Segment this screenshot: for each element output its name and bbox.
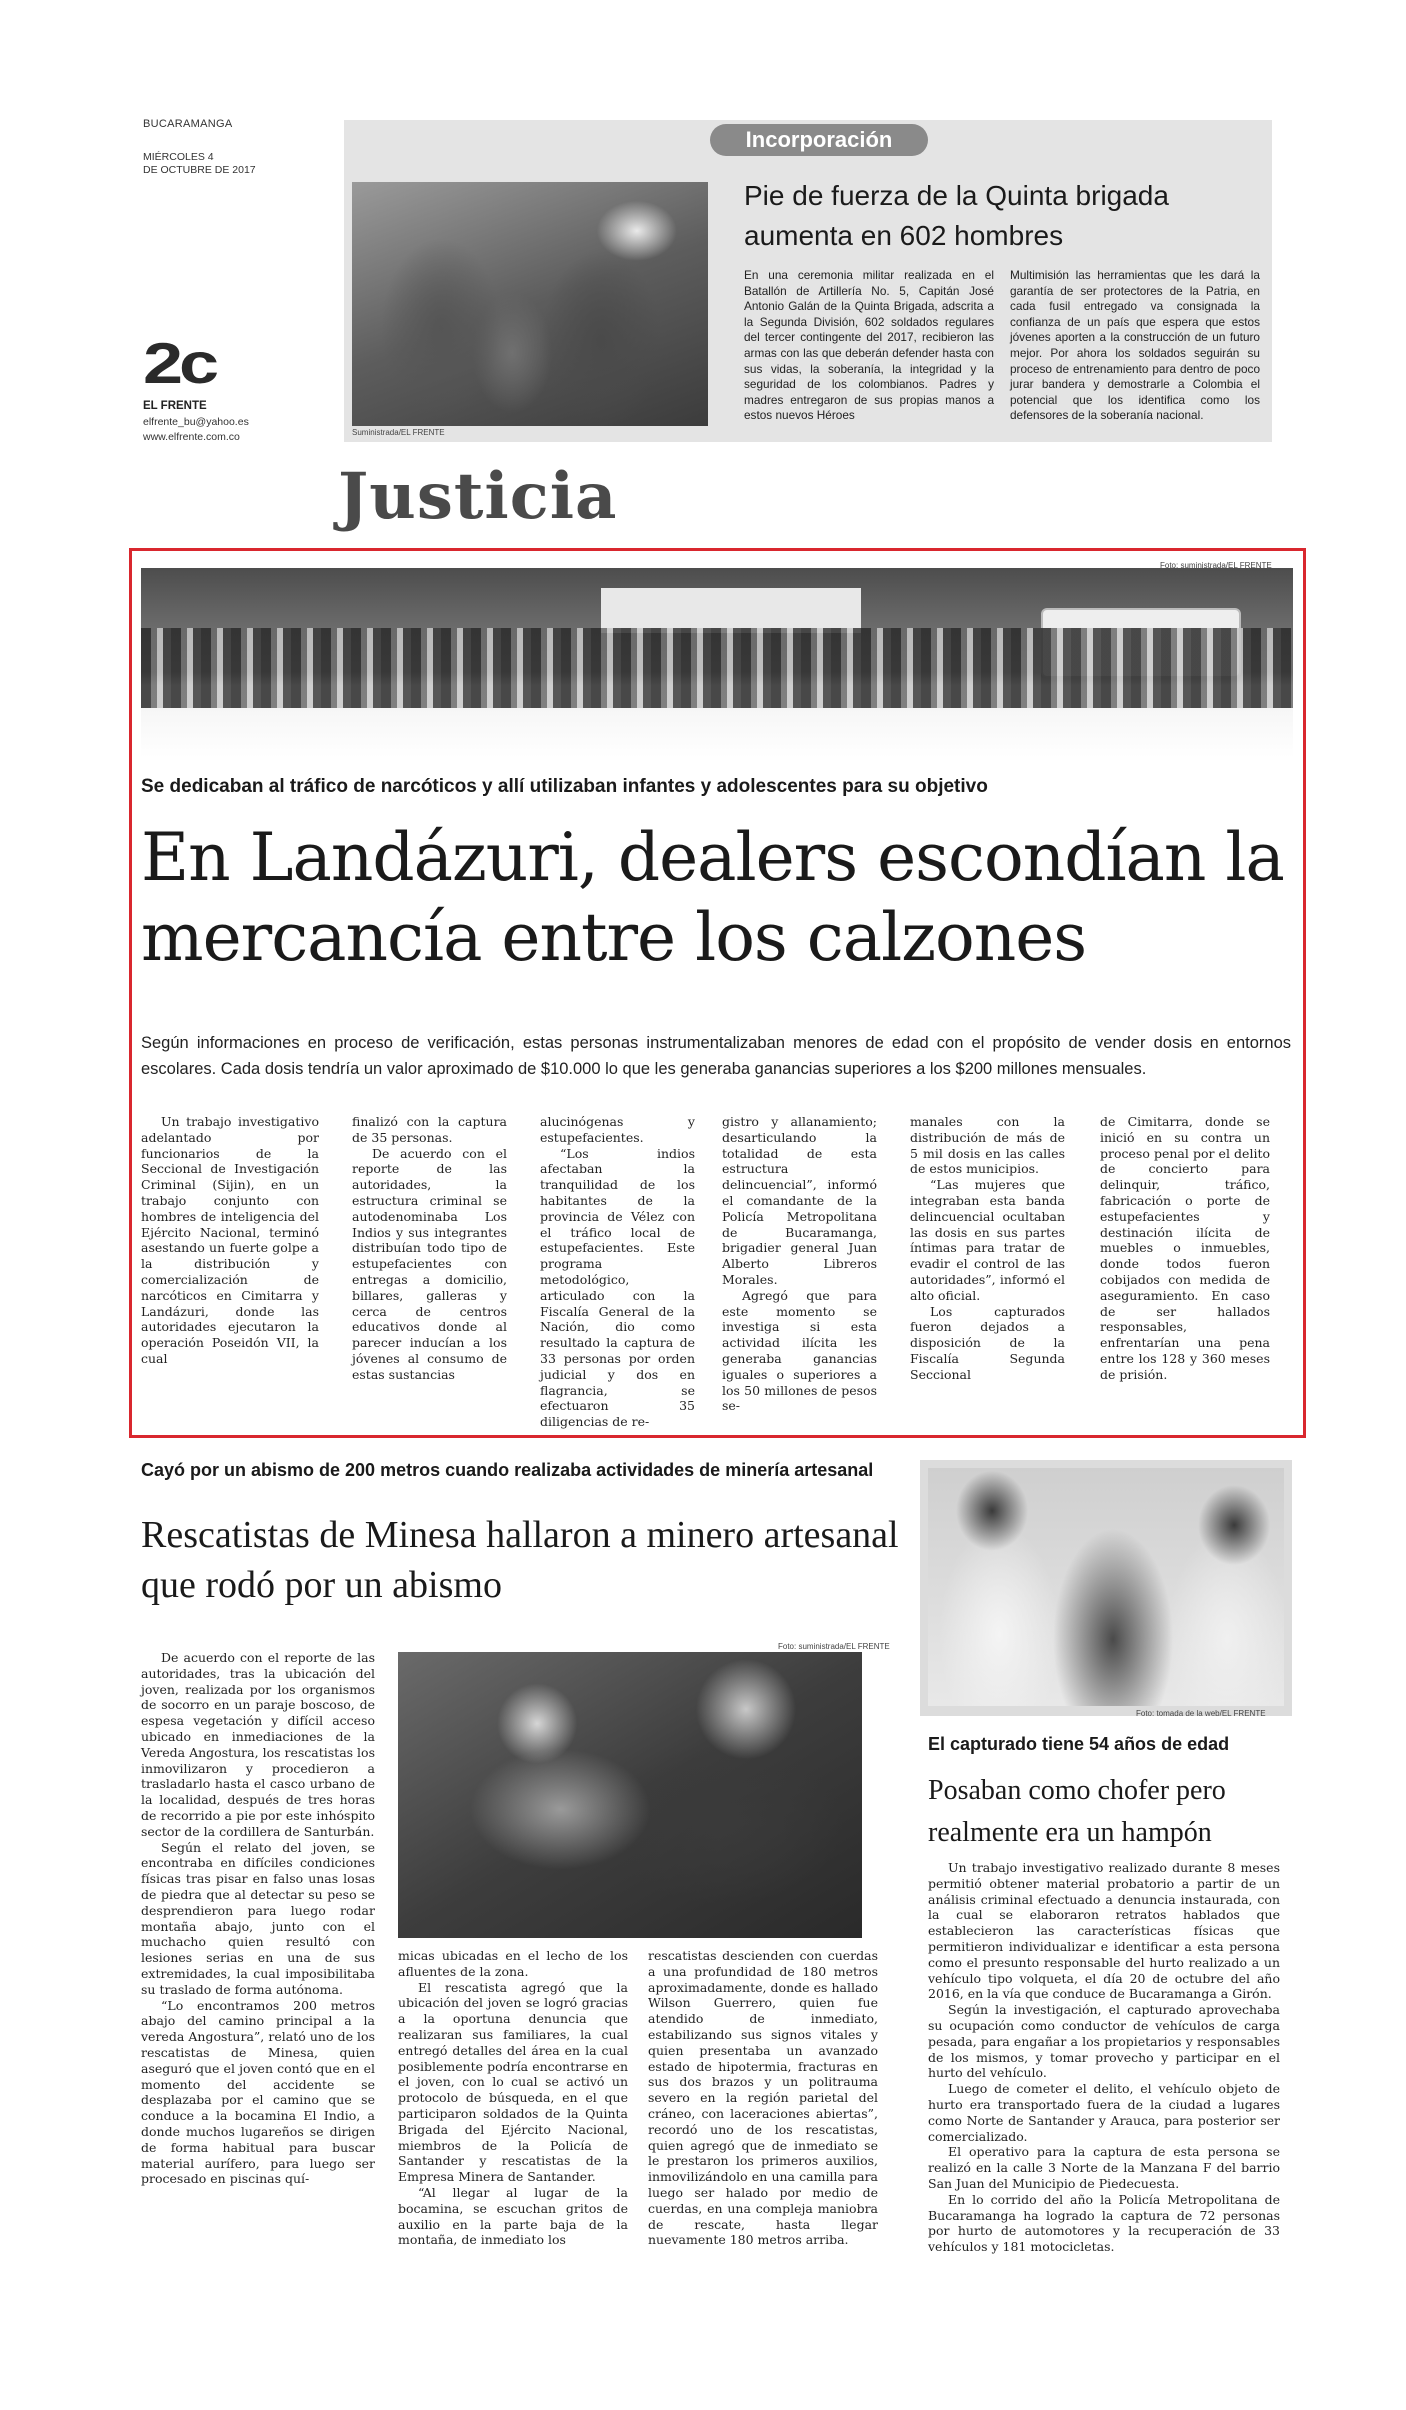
paragraph: alucinógenas y estupefacientes. [540, 1114, 695, 1145]
detainees-photo [141, 568, 1293, 758]
paragraph: De acuerdo con el reporte de las autoridades, la estructura criminal se autodenominaba Los Indios y sus integrantes distribuían todo tipo de estupefacientes con entregas a domicilio, billares, galleras y cerca de centros educativos donde al parecer inducían a los jóvenes al consumo de estas sustancias [352, 1145, 507, 1382]
website-link[interactable]: www.elfrente.com.co [143, 431, 240, 443]
photo-credit: Foto: suministrada/EL FRENTE [1160, 561, 1272, 570]
article-column [352, 1114, 507, 1383]
paragraph: Luego de cometer el delito, el vehículo objeto de hurto era transportado fuera de la ciudad a lugares como Norte de Santander y Arauca, para posterior ser comercializado. [928, 2081, 1280, 2144]
main-kicker: Se dedicaban al tráfico de narcóticos y allí utilizaban infantes y adolescentes para su objetivo [141, 776, 988, 797]
rescue-photo [398, 1652, 862, 1938]
paragraph: gistro y allanamiento; desarticulando la totalidad de esta estructura delincuencial”, informó el comandante de la Policía Metropolitana de Bucaramanga, brigadier general Juan Alberto Libreros Morales. [722, 1114, 877, 1287]
paragraph: finalizó con la captura de 35 personas. [352, 1114, 507, 1145]
contact-email[interactable]: elfrente_bu@yahoo.es [143, 416, 249, 428]
page-number: 2c [143, 332, 216, 396]
story2-kicker: Cayó por un abismo de 200 metros cuando realizaba actividades de minería artesanal [141, 1460, 874, 1480]
story3-headline: Posaban como chofer pero realmente era un hampón [928, 1775, 1226, 1848]
paragraph: En lo corrido del año la Policía Metropolitana de Bucaramanga ha logrado la captura de 72 personas por hurto de automotores y la recuperación de 33 vehículos y 181 motocicletas. [928, 2191, 1280, 2255]
paragraph: Un trabajo investigativo realizado durante 8 meses permitió obtener material probatorio a partir de un análisis criminal efectuado a denuncia instaurada, con la cual se elaboraron retratos hablados que establecieron las características físicas que permitieron individualizar e identificar a esta persona como el presunto responsable del hurto realizado a un vehículo tipo volqueta, el día 20 de octubre del año 2016, en la vía que conduce de Bucaramanga a Girón. [928, 1860, 1280, 2002]
incorporacion-text-col1: En una ceremonia militar realizada en el Batallón de Artillería No. 5, Capitán José Antonio Galán de la Quinta Brigada, adscrita a la Segunda División, 602 soldados regulares del tercer contingente del 2017, recibieron las armas con las que deberán defender hasta con sus vidas, la soberanía, la integridad y la seguridad de los colombianos. Padres y madres entregaron de sus propias manos a estos nuevos Héroes [744, 268, 994, 423]
incorporacion-text-col2: Multimisión las herramientas que les dará la garantía de ser protectores de la Patria, en cada fusil entregado va consignada la confianza de un país que espera que estos jóvenes aporten a la construcción de un futuro mejor. Por ahora los soldados seguirán su proceso de entrenamiento para dentro de poco jurar bandera y demostrarle a Colombia el potencial que los identifica como los defensores de la soberanía nacional. [1010, 268, 1260, 423]
incorporacion-title: Pie de fuerza de la Quinta brigada aumenta en 602 hombres [744, 180, 1169, 251]
detainees-row [141, 628, 1293, 708]
photo-credit: Foto: tomada de la web/EL FRENTE [1136, 1709, 1266, 1718]
paragraph: “Los indios afectaban la tranquilidad de los habitantes de la provincia de Vélez con el tráfico local de estupefacientes. Este programa metodológico, articulado con la Fiscalía General de la Nación, dio como resultado la captura de 33 personas por orden judicial y dos en flagrancia, se efectuaron 35 diligencias de re- [540, 1145, 695, 1430]
article-column [398, 1948, 628, 2248]
paragraph: De acuerdo con el reporte de las autoridades, tras la ubicación del joven, realizada por los organismos de socorro en un paraje boscoso, de espesa vegetación y difícil acceso ubicado en inmediaciones de la Vereda Angostura, los rescatistas los inmovilizaron y procedieron a trasladarlo hasta el casco urbano de la localidad, después de tres horas de recorrido a pie por este inhóspito sector de la cordillera de Santurbán. [141, 1650, 375, 1839]
main-lead: Según informaciones en proceso de verificación, estas personas instrumentalizaban menores de edad con el propósito de vender dosis en entornos escolares. Cada dosis tendría un valor aproximado de $10.000 lo que les generaba ganancias superiores a los $200 millones mensuales. [141, 1034, 1291, 1078]
article-column [928, 1860, 1280, 2255]
article-column [910, 1114, 1065, 1383]
incorporacion-label: Incorporación [710, 124, 928, 156]
paragraph: Según el relato del joven, se encontraba en difíciles condiciones físicas tras pisar en falso unas losas de piedra que al detectar su peso se desprendieron para luego rodar montaña abajo, junto con el muchacho quien resultó con lesiones serias en una de sus extremidades, la cual imposibilitaba su traslado de forma autónoma. [141, 1839, 375, 1997]
photo-credit: Suministrada/EL FRENTE [352, 428, 445, 437]
soldiers-photo [352, 182, 708, 426]
paragraph: de Cimitarra, donde se inició en su contra un proceso penal por el delito de concierto para delinquir, tráfico, fabricación o porte de estupefacientes y destinación ilícita de muebles o inmuebles, donde todos fueron cobijados con medida de aseguramiento. En caso de ser hallados responsables, enfrentarían una pena entre los 128 y 360 meses de prisión. [1100, 1114, 1270, 1382]
paragraph: Agregó que para este momento se investiga si esta actividad ilícita les generaba ganancias iguales o superiores a los 50 millones de pesos se- [722, 1287, 877, 1414]
article-column [648, 1948, 878, 2248]
paragraph: Un trabajo investigativo adelantado por funcionarios de la Seccional de Investigación Criminal (Sijin), en un trabajo conjunto con hombres de inteligencia del Ejército Nacional, terminó asestando un fuerte golpe a la distribución y comercialización de narcóticos en Cimitarra y Landázuri, donde las autoridades ejecutaron la operación Poseidón VII, la cual [141, 1114, 319, 1366]
photo-credit: Foto: suministrada/EL FRENTE [778, 1642, 890, 1651]
police-banner [601, 588, 861, 633]
captured-man-photo [928, 1468, 1284, 1706]
article-column [540, 1114, 695, 1430]
date-line-2: DE OCTUBRE DE 2017 [143, 164, 256, 176]
paragraph: micas ubicadas en el lecho de los afluentes de la zona. [398, 1948, 628, 1979]
article-column [141, 1650, 375, 2187]
date-line-1: MIÉRCOLES 4 [143, 151, 214, 163]
paragraph: “Al llegar al lugar de la bocamina, se escuchan gritos de auxilio en la parte baja de la montaña, de inmediato los [398, 2184, 628, 2248]
main-headline: En Landázuri, dealers escondían la mercancía entre los calzones [141, 819, 1284, 976]
article-column [141, 1114, 319, 1367]
section-title: Justicia [338, 459, 618, 534]
city-label: BUCARAMANGA [143, 118, 233, 130]
paragraph: El operativo para la captura de esta persona se realizó en la calle 3 Norte de la Manzana F del barrio San Juan del Municipio de Piedecuesta. [928, 2144, 1280, 2191]
brand-name: EL FRENTE [143, 400, 207, 412]
paragraph: “Lo encontramos 200 metros abajo del camino principal a la vereda Angostura”, relató uno de los rescatistas de Minesa, quien aseguró que el joven contó que en el momento del accidente se desplazaba por el camino que se conduce a la bocamina El Indio, a donde muchos lugareños se dirigen de forma habitual para buscar material aurífero, para luego ser procesado en piscinas quí- [141, 1997, 375, 2187]
paragraph: “Las mujeres que integraban esta banda delincuencial ocultaban las dosis en sus partes íntimas para tratar de evadir el control de las autoridades”, informó el alto oficial. [910, 1177, 1065, 1303]
paragraph: rescatistas descienden con cuerdas a una profundidad de 180 metros aproximadamente, donde es hallado Wilson Guerrero, quien fue atendido de inmediato, estabilizando sus signos vitales y quien presentaba un avanzado estado de hipotermia, fracturas en sus dos brazos y un politrauma severo en la región parietal del cráneo, con laceraciones abiertas”, recordó uno de los rescatistas, quien agregó que de inmediato se le prestaron los primeros auxilios, inmovilizándolo en una camilla para luego ser halado por medio de cuerdas, en una compleja maniobra de rescate, hasta llegar nuevamente 180 metros arriba. [648, 1948, 878, 2248]
story2-headline: Rescatistas de Minesa hallaron a minero artesanal que rodó por un abismo [141, 1514, 899, 1606]
paragraph: Según la investigación, el capturado aprovechaba su ocupación como conductor de vehículos de carga pesada, para engañar a los propietarios y responsables de los mismos, y tomar provecho y participar en el hurto del vehículo. [928, 2002, 1280, 2081]
paragraph: El rescatista agregó que la ubicación del joven se logró gracias a la oportuna denuncia que realizaran sus familiares, la cual entregó detalles del área en la cual posiblemente podría encontrarse en el joven, con lo cual se activó un protocolo de búsqueda, en el que participaron soldados de la Quinta Brigada del Ejército Nacional, miembros de la Policía de Santander y rescatistas de la Empresa Minera de Santander. [398, 1979, 628, 2185]
article-column [1100, 1114, 1270, 1383]
paragraph: manales con la distribución de más de 5 mil dosis en las calles de estos municipios. [910, 1114, 1065, 1177]
story3-kicker: El capturado tiene 54 años de edad [928, 1734, 1230, 1754]
paragraph: Los capturados fueron dejados a disposición de la Fiscalía Segunda Seccional [910, 1303, 1065, 1382]
date-label [143, 151, 283, 177]
article-column [722, 1114, 877, 1414]
